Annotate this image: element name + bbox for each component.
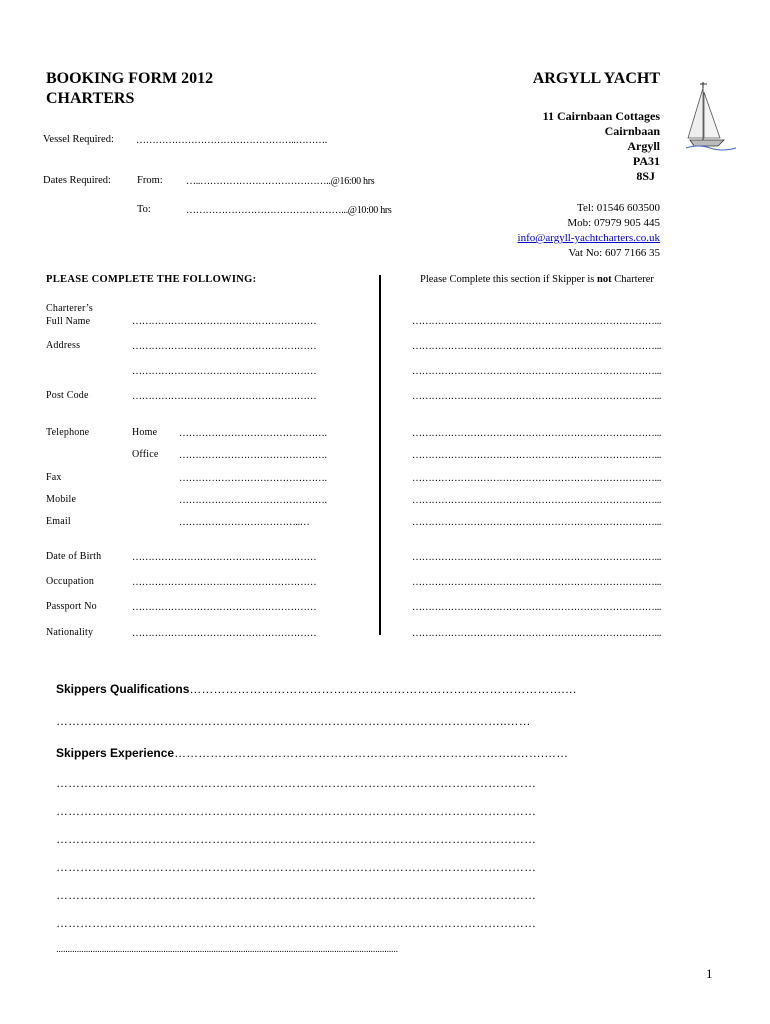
- charterer-name-label: [46, 302, 93, 328]
- mob-text: Mob: 07979 905 445: [567, 217, 660, 229]
- skipper-email-field[interactable]: …………………………………………………………………...: [412, 517, 662, 528]
- heading-text: Please Complete this section if Skipper is: [420, 274, 598, 285]
- label-line: Full Name: [46, 316, 91, 327]
- from-date-field[interactable]: …..…………………………………..@16:00 hrs: [186, 176, 375, 187]
- charterer-dob-field[interactable]: …………………………………………………: [132, 552, 317, 563]
- vessel-required-field[interactable]: …………………………………………..……….: [136, 135, 327, 146]
- skipper-post-code-field[interactable]: …………………………………………………………………...: [412, 391, 662, 402]
- charterer-office-phone-field[interactable]: ……………………………………….: [179, 450, 327, 461]
- address-label: Address: [46, 340, 81, 351]
- address-line: Argyll: [627, 139, 660, 153]
- charterer-mobile-field[interactable]: ……………………………………….: [179, 495, 327, 506]
- charterer-passport-field[interactable]: …………………………………………………: [132, 602, 317, 613]
- address-line: 11 Cairnbaan Cottages: [542, 109, 660, 123]
- skipper-experience-line[interactable]: …………………………………………………………………………………………………………: [56, 916, 536, 930]
- from-label: From:: [137, 175, 163, 186]
- telephone-label: Telephone: [46, 427, 90, 438]
- heading-not: not: [597, 274, 612, 285]
- skipper-experience-line-last[interactable]: ......................................................................................................................................................: [56, 944, 398, 955]
- charterer-address-field-2[interactable]: …………………………………………………: [132, 366, 317, 377]
- skipper-experience-line[interactable]: …………………………………………………………………………………………………………: [56, 832, 536, 846]
- to-label: To:: [137, 204, 151, 215]
- skipper-passport-field[interactable]: …………………………………………………………………...: [412, 602, 662, 613]
- skipper-experience-line[interactable]: …………………………………………………………………………………………………………: [56, 804, 536, 818]
- skipper-qualifications-field[interactable]: ………………………………………………………………………………….…: [189, 682, 577, 696]
- company-name: ARGYLL YACHT: [532, 70, 660, 87]
- address-line: Cairnbaan: [604, 124, 660, 138]
- post-code-label: Post Code: [46, 390, 89, 401]
- column-divider: [379, 275, 381, 635]
- skipper-experience-line[interactable]: …………………………………………………………………………………………………………: [56, 860, 536, 874]
- skipper-experience-row: [56, 746, 568, 760]
- left-section-heading: PLEASE COMPLETE THE FOLLOWING:: [46, 274, 257, 285]
- skipper-experience-line[interactable]: …………………………………………………………………………………………………………: [56, 888, 536, 902]
- charterer-home-phone-field[interactable]: ……………………………………….: [179, 428, 327, 439]
- skipper-occupation-field[interactable]: …………………………………………………………………...: [412, 577, 662, 588]
- fax-label: Fax: [46, 472, 62, 483]
- charterer-address-field-1[interactable]: …………………………………………………: [132, 341, 317, 352]
- company-contact: [518, 201, 660, 261]
- skipper-address-field-1[interactable]: …………………………………………………………………...: [412, 341, 662, 352]
- skipper-mobile-field[interactable]: …………………………………………………………………...: [412, 495, 662, 506]
- charterer-nationality-field[interactable]: …………………………………………………: [132, 628, 317, 639]
- vessel-required-label: Vessel Required:: [43, 134, 114, 145]
- company-address: [543, 109, 660, 184]
- email-link[interactable]: info@argyll-yachtcharters.co.uk: [517, 232, 660, 244]
- skipper-home-phone-field[interactable]: …………………………………………………………………...: [412, 428, 662, 439]
- label-line: Charterer’s: [46, 303, 93, 314]
- charterer-name-field[interactable]: …………………………………………………: [132, 316, 317, 327]
- to-date-field[interactable]: …………………………………………...@10:00 hrs: [186, 205, 392, 216]
- right-section-heading: [420, 274, 654, 285]
- skipper-address-field-2[interactable]: …………………………………………………………………...: [412, 366, 662, 377]
- title-line-2: CHARTERS: [46, 90, 135, 107]
- home-label: Home: [132, 427, 158, 438]
- skipper-nationality-field[interactable]: …………………………………………………………………...: [412, 628, 662, 639]
- skipper-fax-field[interactable]: …………………………………………………………………...: [412, 473, 662, 484]
- skipper-qualifications-label: Skippers Qualifications: [56, 682, 190, 696]
- tel-text: Tel: 01546 603500: [577, 202, 660, 214]
- title-line-1: BOOKING FORM 2012: [46, 70, 214, 87]
- dates-required-label: Dates Required:: [43, 175, 111, 186]
- page-number: 1: [706, 966, 713, 981]
- vat-text: Vat No: 607 7166 35: [568, 247, 660, 259]
- skipper-experience-label: Skippers Experience: [56, 746, 175, 760]
- mobile-label: Mobile: [46, 494, 77, 505]
- skipper-name-field[interactable]: …………………………………………………………………...: [412, 316, 662, 327]
- address-line: PA31: [632, 154, 660, 168]
- office-label: Office: [132, 449, 159, 460]
- form-title: [46, 69, 213, 109]
- skipper-qualifications-row: [56, 682, 577, 696]
- passport-label: Passport No: [46, 601, 97, 612]
- occupation-label: Occupation: [46, 576, 95, 587]
- sailboat-logo: [684, 80, 738, 154]
- skipper-experience-field[interactable]: …………………………………………………………………………..…….……: [174, 746, 569, 760]
- dob-label: Date of Birth: [46, 551, 102, 562]
- email-label: Email: [46, 516, 71, 527]
- skipper-office-phone-field[interactable]: …………………………………………………………………...: [412, 450, 662, 461]
- skipper-experience-line[interactable]: …………………………………………………………………………………………………………: [56, 776, 536, 790]
- skipper-dob-field[interactable]: …………………………………………………………………...: [412, 552, 662, 563]
- charterer-fax-field[interactable]: ……………………………………….: [179, 473, 327, 484]
- charterer-occupation-field[interactable]: …………………………………………………: [132, 577, 317, 588]
- charterer-email-field[interactable]: ………………………………..…: [179, 517, 310, 528]
- skipper-qualifications-field-2[interactable]: …………………………………………………………………………………………………..……: [56, 714, 531, 728]
- heading-text: Charterer: [611, 274, 654, 285]
- address-line: 8SJ: [636, 169, 655, 183]
- charterer-post-code-field[interactable]: …………………………………………………: [132, 391, 317, 402]
- nationality-label: Nationality: [46, 627, 94, 638]
